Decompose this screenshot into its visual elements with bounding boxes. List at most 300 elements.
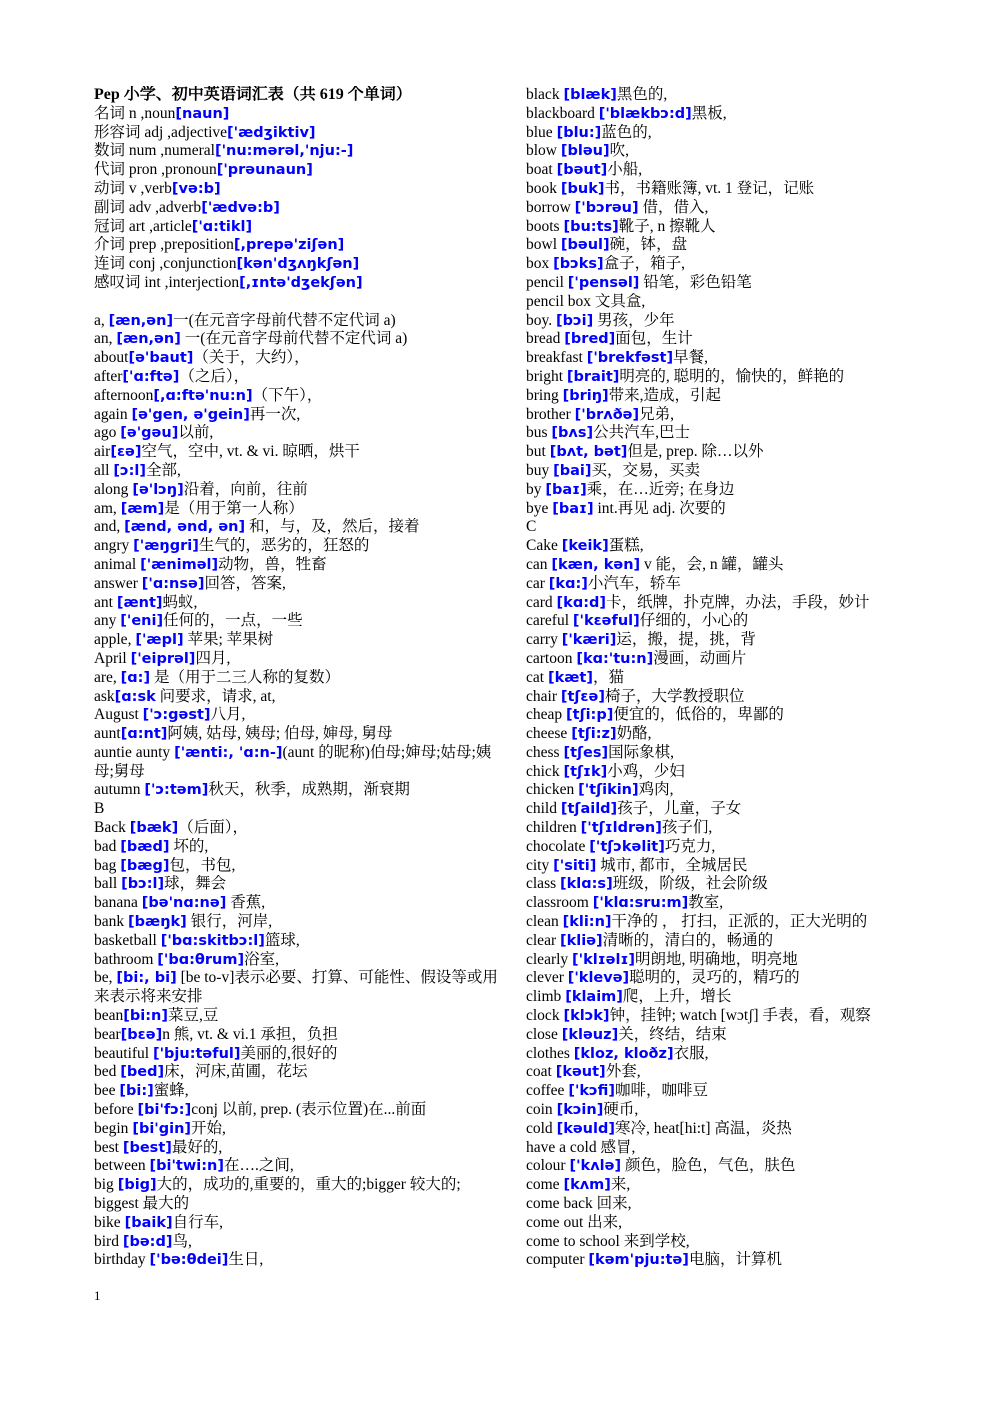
vocab-entry [526, 481, 941, 500]
vocab-entry [94, 518, 504, 537]
entry-word: banana [94, 894, 142, 912]
entry-phonetic: ['brʌðə] [574, 406, 640, 423]
entry-meaning: 明亮的, 聪明的，愉快的，鲜艳的 [619, 367, 845, 385]
entry-word: coffee [526, 1082, 569, 1100]
entry-word: pencil box 文具盒, [526, 292, 646, 310]
vocab-entry [94, 819, 504, 838]
entry-word: are, [94, 668, 121, 686]
vocab-entry [526, 368, 941, 387]
entry-meaning: 电脑，计算机 [688, 1251, 782, 1269]
entry-meaning: 卡，纸牌，扑克牌，办法，手段，妙计 [606, 593, 870, 611]
entry-word: colour [526, 1157, 570, 1175]
vocab-entry [526, 86, 941, 105]
vocab-entry [526, 969, 941, 988]
entry-meaning: 明朗地, 明确地，明亮地 [634, 950, 798, 968]
entry-phonetic: [tʃaild] [560, 801, 618, 818]
entry-word: afternoon [94, 386, 154, 404]
vocab-entry [526, 124, 941, 143]
entry-meaning: 硬币, [603, 1101, 639, 1119]
entry-phonetic: [bu:ts] [563, 218, 619, 235]
vocab-entry [526, 1026, 941, 1045]
entry-word: 形容词 adj ,adjective [94, 123, 227, 141]
entry-word: am, [94, 499, 121, 517]
entry-word: 名词 n ,noun [94, 104, 176, 122]
entry-word: careful [526, 612, 573, 630]
entry-word: cheese [526, 725, 572, 743]
entry-word: aunt [94, 725, 121, 743]
entry-meaning: 黑色的, [616, 86, 668, 103]
entry-word: classroom [526, 894, 593, 912]
entry-phonetic: [keik] [561, 538, 609, 555]
entry-phonetic: [kɑ:'tu:n] [576, 650, 654, 667]
entry-word: clock [526, 1007, 564, 1025]
vocab-entry [94, 556, 504, 575]
vocab-entry [526, 612, 941, 631]
entry-phonetic: [klaim] [565, 989, 623, 1006]
entry-phonetic: ['eiprəl] [130, 650, 196, 667]
entry-word: begin [94, 1119, 133, 1137]
entry-phonetic: [klɑ:s] [560, 876, 613, 893]
entry-meaning: 银行，河岸, [186, 913, 273, 931]
entry-meaning: (aunt 的昵称)伯母;婶母;姑母;姨母;舅母 [94, 743, 492, 780]
entry-phonetic: ['æpl] [135, 632, 184, 649]
entry-word: ant [94, 593, 117, 611]
entry-word: children [526, 819, 581, 837]
entry-word: clearly [526, 950, 573, 968]
entry-word: bright [526, 367, 567, 385]
entry-meaning: 一(在元音字母前代替不定代词 a) [180, 330, 408, 348]
entry-phonetic: [bi'gin] [132, 1120, 192, 1137]
entry-phonetic: [bi'twi:n] [149, 1158, 224, 1175]
entry-word: can [526, 555, 552, 573]
vocab-entry [94, 537, 504, 556]
vocab-entry [526, 1082, 941, 1101]
entry-meaning: 聪明的，灵巧的，精巧的 [629, 969, 800, 987]
vocab-entry [94, 744, 504, 782]
entry-meaning: ，猫 [592, 668, 624, 686]
entry-word: 连词 conj ,conjunction [94, 255, 237, 273]
vocab-entry [526, 330, 941, 349]
entry-meaning: 问要求，请求, at, [155, 687, 276, 705]
entry-word: bear [94, 1025, 121, 1043]
entry-meaning: 浴室, [244, 950, 279, 968]
entry-meaning: 四月, [195, 649, 231, 667]
vocab-entry [526, 1214, 941, 1233]
vocab-entry [94, 1007, 504, 1026]
entry-meaning: 开始, [191, 1119, 226, 1137]
entry-word: chair [526, 687, 561, 705]
vocab-entry [526, 631, 941, 650]
vocab-entry [94, 1195, 504, 1214]
entry-phonetic: [bəul] [560, 237, 610, 254]
entry-word: chocolate [526, 837, 590, 855]
entry-word: brother [526, 405, 575, 423]
vocab-entry [94, 1026, 504, 1045]
entry-meaning: 任何的，一点，一些 [163, 612, 303, 630]
vocab-entry [94, 443, 504, 462]
left-column [94, 86, 504, 1270]
entry-phonetic: [kəm'pju:tə] [588, 1252, 689, 1269]
vocab-entry [94, 951, 504, 970]
entry-meaning: 全部, [146, 461, 181, 479]
vocab-entry [526, 161, 941, 180]
vocab-entry [94, 932, 504, 951]
entry-word: clean [526, 913, 563, 931]
entry-meaning: [be to-v]表示必要、打算、可能性、假设等或用来表示将来安排 [94, 969, 498, 1006]
vocab-entry [526, 951, 941, 970]
entry-meaning: 生日, [228, 1251, 264, 1269]
entry-word: blue [526, 123, 557, 141]
entry-meaning: 外套, [605, 1063, 641, 1081]
entry-meaning: 孩子，儿童，子女 [617, 800, 742, 818]
entry-phonetic: [εə] [110, 444, 142, 461]
entry-word: bird [94, 1232, 123, 1250]
entry-meaning: 国际象棋, [608, 743, 675, 761]
entry-meaning: 蛋糕, [608, 537, 644, 555]
entry-meaning: 在….之间, [223, 1157, 294, 1175]
entry-meaning: 蜜蜂, [153, 1082, 189, 1100]
vocab-entry [526, 462, 941, 481]
vocab-entry [526, 744, 941, 763]
vocab-entry [94, 236, 504, 255]
entry-phonetic: [ænt] [116, 594, 163, 611]
vocab-entry [94, 500, 504, 519]
entry-meaning: 小汽车，轿车 [587, 574, 681, 592]
entry-phonetic: ['prəunaun] [216, 162, 313, 179]
vocab-entry [526, 1063, 941, 1082]
vocab-entry [94, 1233, 504, 1252]
entry-meaning: 一(在元音字母前代替不定代词 a) [173, 311, 396, 329]
entry-word: chess [526, 743, 564, 761]
entry-word: bee [94, 1082, 120, 1100]
entry-word: book [526, 179, 561, 197]
vocab-entry [526, 838, 941, 857]
entry-meaning: 孩子们, [661, 819, 713, 837]
entry-word: child [526, 800, 561, 818]
vocab-entry [94, 725, 504, 744]
entry-phonetic: [buk] [560, 180, 605, 197]
entry-phonetic: ['tʃɪldrən] [580, 820, 662, 837]
entry-meaning: 寒冷, heat[hi:t] 高温，炎热 [614, 1119, 792, 1137]
entry-meaning: 铅笔，彩色铅笔 [639, 273, 752, 291]
vocab-entry [526, 1007, 941, 1026]
entry-meaning: 来, [610, 1176, 631, 1194]
entry-phonetic: ['brekfəst] [586, 350, 674, 367]
vocab-entry [94, 368, 504, 387]
entry-meaning: 清晰的，清白的，畅通的 [602, 931, 774, 949]
vocab-entry [526, 1233, 941, 1252]
entry-phonetic: ['kʌlə] [569, 1158, 622, 1175]
entry-word: cat [526, 668, 548, 686]
entry-meaning: 但是, prep. 除…以外 [627, 443, 764, 461]
vocab-entry [526, 255, 941, 274]
entry-phonetic: [bi:] [119, 1083, 154, 1100]
entry-word: after [94, 367, 123, 385]
vocab-entry [94, 274, 504, 293]
vocab-entry [94, 969, 504, 1007]
entry-word: chick [526, 762, 564, 780]
entry-phonetic: [və:b] [171, 180, 221, 197]
entry-word: climb [526, 988, 566, 1006]
entry-word: about [94, 349, 129, 367]
entry-meaning: n 熊, vt. & vi.1 承担，负担 [162, 1025, 338, 1043]
entry-phonetic: ['bɑ:θrum] [157, 951, 245, 968]
entry-phonetic: ['ɑ:ftə] [122, 368, 180, 385]
entry-word: buy [526, 461, 554, 479]
vocab-entry [94, 199, 504, 218]
vocab-entry [526, 575, 941, 594]
vocab-entry [94, 312, 504, 331]
entry-word: be, [94, 969, 117, 987]
vocab-entry [94, 1251, 504, 1270]
entry-word: clever [526, 969, 568, 987]
entry-word: animal [94, 555, 141, 573]
entry-phonetic: ['bə:θdei] [149, 1252, 229, 1269]
entry-meaning: 最好的, [171, 1138, 223, 1156]
vocab-entry [526, 406, 941, 425]
entry-phonetic: [bεə] [120, 1026, 163, 1043]
entry-phonetic: ['bju:təful] [152, 1045, 241, 1062]
entry-word: basketball [94, 931, 161, 949]
entry-phonetic: ['kɔfi] [568, 1083, 615, 1100]
entry-phonetic: [ɑ:] [120, 669, 151, 686]
entry-word: bus [526, 424, 552, 442]
entry-word: 介词 prep ,preposition [94, 236, 234, 254]
vocab-entry [526, 274, 941, 293]
entry-phonetic: [kɑ:] [548, 575, 588, 592]
entry-phonetic: [bæŋk] [128, 914, 187, 931]
entry-phonetic: [bed] [120, 1064, 165, 1081]
entry-phonetic: [tʃi:p] [566, 707, 614, 724]
entry-word: before [94, 1101, 138, 1119]
vocab-entry [94, 406, 504, 425]
entry-meaning: 钟，挂钟; watch [wɔtʃ] 手表，看，观察 [609, 1007, 871, 1025]
entry-word: boat [526, 161, 557, 179]
entry-word: come out 出来, [526, 1213, 622, 1231]
vocab-entry [94, 669, 504, 688]
entry-phonetic: [baɪ] [552, 500, 594, 517]
vocab-entry [526, 669, 941, 688]
entry-meaning: 咖啡，咖啡豆 [615, 1082, 709, 1100]
entry-word: bad [94, 837, 121, 855]
entry-phonetic: [æn,ən] [108, 312, 174, 329]
entry-meaning: 面包，生计 [615, 330, 693, 348]
vocab-entry [94, 124, 504, 143]
entry-word: answer [94, 574, 142, 592]
vocab-entry [526, 1251, 941, 1270]
entry-word: an, [94, 330, 117, 348]
entry-phonetic: [bə:d] [122, 1233, 173, 1250]
entry-meaning: int.再见 adj. 次要的 [593, 499, 726, 517]
entry-meaning: 生气的，恶劣的，狂怒的 [198, 537, 370, 555]
entry-word: angry [94, 537, 134, 555]
entry-word: bed [94, 1063, 121, 1081]
entry-phonetic: [æn,ən] [116, 331, 181, 348]
vocab-entry [526, 142, 941, 161]
entry-meaning: （关于，大约）， [193, 349, 310, 367]
entry-word: come back 回来, [526, 1195, 632, 1213]
entry-word: beautiful [94, 1044, 153, 1062]
entry-word: 冠词 art ,article [94, 217, 192, 235]
entry-meaning: 带来,造成，引起 [608, 386, 722, 404]
entry-word: computer [526, 1251, 589, 1269]
entry-word: breakfast [526, 349, 587, 367]
entry-phonetic: [æm] [120, 500, 165, 517]
entry-meaning: 球，舞会 [164, 875, 227, 893]
entry-meaning: 蓝色的, [601, 123, 652, 141]
entry-phonetic: [bi'fɔ:] [137, 1102, 192, 1119]
vocab-entry [94, 424, 504, 443]
entry-word: come [526, 1176, 564, 1194]
entry-word: autumn [94, 781, 145, 799]
entry-meaning: 动物，兽，牲畜 [218, 555, 327, 573]
entry-word: clear [526, 931, 560, 949]
vocab-entry [94, 462, 504, 481]
vocab-entry [94, 612, 504, 631]
vocab-entry [94, 800, 504, 819]
entry-phonetic: ['ɔ:gəst] [142, 707, 211, 724]
vocab-entry [94, 218, 504, 237]
vocab-entry [94, 688, 504, 707]
entry-meaning: 包，书包, [169, 856, 236, 874]
entry-phonetic: [bɔ:l] [121, 876, 165, 893]
entry-phonetic: ['ædʒiktiv] [227, 124, 316, 141]
entry-word: but [526, 443, 550, 461]
vocab-entry [94, 706, 504, 725]
spacer [94, 293, 504, 312]
entry-word: bowl [526, 236, 561, 254]
entry-word: 副词 adv ,adverb [94, 198, 202, 216]
entry-meaning: 男孩，少年 [593, 311, 675, 329]
entry-word: boy. [526, 311, 556, 329]
vocab-entry [526, 105, 941, 124]
page-number: 1 [94, 1288, 101, 1303]
entry-word: again [94, 405, 132, 423]
entry-meaning: 颜色，脸色，气色，肤色 [621, 1157, 796, 1175]
entry-word: carry [526, 631, 562, 649]
entry-word: cold [526, 1119, 557, 1137]
entry-meaning: 小船, [607, 161, 643, 179]
entry-meaning: 和，与，及，然后，接着 [245, 518, 420, 536]
entry-word: bike [94, 1213, 125, 1231]
vocab-entry [526, 518, 941, 537]
entry-phonetic: [best] [122, 1139, 172, 1156]
page-title: Pep 小学、初中英语词汇表（共 619 个单词） [94, 86, 412, 103]
entry-meaning: 回答，答案, [204, 574, 286, 592]
vocab-entry [526, 199, 941, 218]
entry-meaning: （之后）， [179, 367, 250, 385]
entry-word: bag [94, 856, 121, 874]
entry-meaning: 香蕉, [226, 894, 266, 912]
entry-word: blackboard [526, 104, 599, 122]
entry-meaning: 教室, [688, 894, 724, 912]
entry-word: April [94, 649, 131, 667]
entry-meaning: 巧克力, [664, 837, 716, 855]
vocab-entry [94, 631, 504, 650]
vocab-entry [526, 1176, 941, 1195]
entry-phonetic: [kæn, kən] [551, 556, 641, 573]
vocab-entry [526, 1157, 941, 1176]
entry-meaning: 鸡肉, [638, 781, 674, 799]
entry-phonetic: ['siti] [553, 857, 597, 874]
entry-meaning: 是（用于二三人称的复数） [150, 668, 340, 686]
entry-word: bring [526, 386, 563, 404]
entry-meaning: 衣服, [673, 1044, 709, 1062]
entry-phonetic: [ə'baut] [128, 350, 194, 367]
entry-phonetic: ['klɪəlɪ] [572, 951, 635, 968]
entry-word: cartoon [526, 649, 577, 667]
entry-phonetic: [kəuld] [556, 1120, 615, 1137]
entry-word: city [526, 856, 554, 874]
vocab-entry [526, 312, 941, 331]
entry-phonetic: [kli:n] [562, 914, 612, 931]
vocab-entry [94, 330, 504, 349]
entry-word: biggest 最大的 [94, 1195, 190, 1213]
entry-meaning: 篮球, [264, 931, 300, 949]
entry-phonetic: [bai] [553, 462, 592, 479]
entry-word: by [526, 480, 546, 498]
vocab-entry [526, 537, 941, 556]
entry-phonetic: [ɑ:nt] [120, 726, 168, 743]
vocab-entry [526, 894, 941, 913]
entry-meaning: 买，交易，买卖 [591, 461, 701, 479]
entry-phonetic: [kɑ:d] [556, 594, 607, 611]
entry-meaning: 美丽的,很好的 [240, 1044, 338, 1062]
entry-word: between [94, 1157, 150, 1175]
entry-phonetic: ['nu:mərəl,'nju:-] [214, 143, 354, 160]
vocab-entry [526, 913, 941, 932]
entry-word: bye [526, 499, 553, 517]
vocab-entry [94, 1101, 504, 1120]
vocab-entry [526, 293, 941, 312]
entry-phonetic: [tʃɪk] [563, 763, 608, 780]
vocab-entry [526, 932, 941, 951]
entry-meaning: 靴子, n 擦靴人 [618, 217, 716, 235]
entry-phonetic: ['ɑ:tikl] [191, 218, 253, 235]
entry-meaning: （后面）， [178, 819, 248, 837]
entry-meaning: 大的，成功的,重要的，重大的;bigger 较大的; [156, 1176, 461, 1194]
entry-meaning: 碗，钵，盘 [609, 236, 688, 254]
vocab-entry [526, 349, 941, 368]
entry-word: birthday [94, 1251, 150, 1269]
right-column [526, 86, 941, 1270]
vocab-entry [94, 1045, 504, 1064]
entry-word: black [526, 86, 564, 103]
entry-word: best [94, 1138, 123, 1156]
entry-phonetic: [naun] [175, 105, 230, 122]
entry-word: blow [526, 142, 561, 160]
entry-phonetic: [blu:] [556, 124, 602, 141]
entry-phonetic: [bi:, bi] [116, 970, 177, 987]
vocab-entry [94, 857, 504, 876]
vocab-entry [526, 218, 941, 237]
entry-meaning: 自行车, [172, 1213, 223, 1231]
vocab-entry [526, 180, 941, 199]
entry-word: bank [94, 913, 129, 931]
entry-word: cheap [526, 706, 567, 724]
entry-word: any [94, 612, 121, 630]
entry-phonetic: [ænd, ənd, ən] [124, 519, 246, 536]
vocab-entry [94, 913, 504, 932]
entry-meaning: 坏的, [169, 837, 209, 855]
vocab-entry [526, 594, 941, 613]
entry-word: 代词 pron ,pronoun [94, 161, 217, 179]
vocab-entry [94, 875, 504, 894]
entry-word: clothes [526, 1044, 574, 1062]
entry-phonetic: [bəut] [556, 162, 608, 179]
vocab-entry [94, 838, 504, 857]
vocab-entry [94, 255, 504, 274]
